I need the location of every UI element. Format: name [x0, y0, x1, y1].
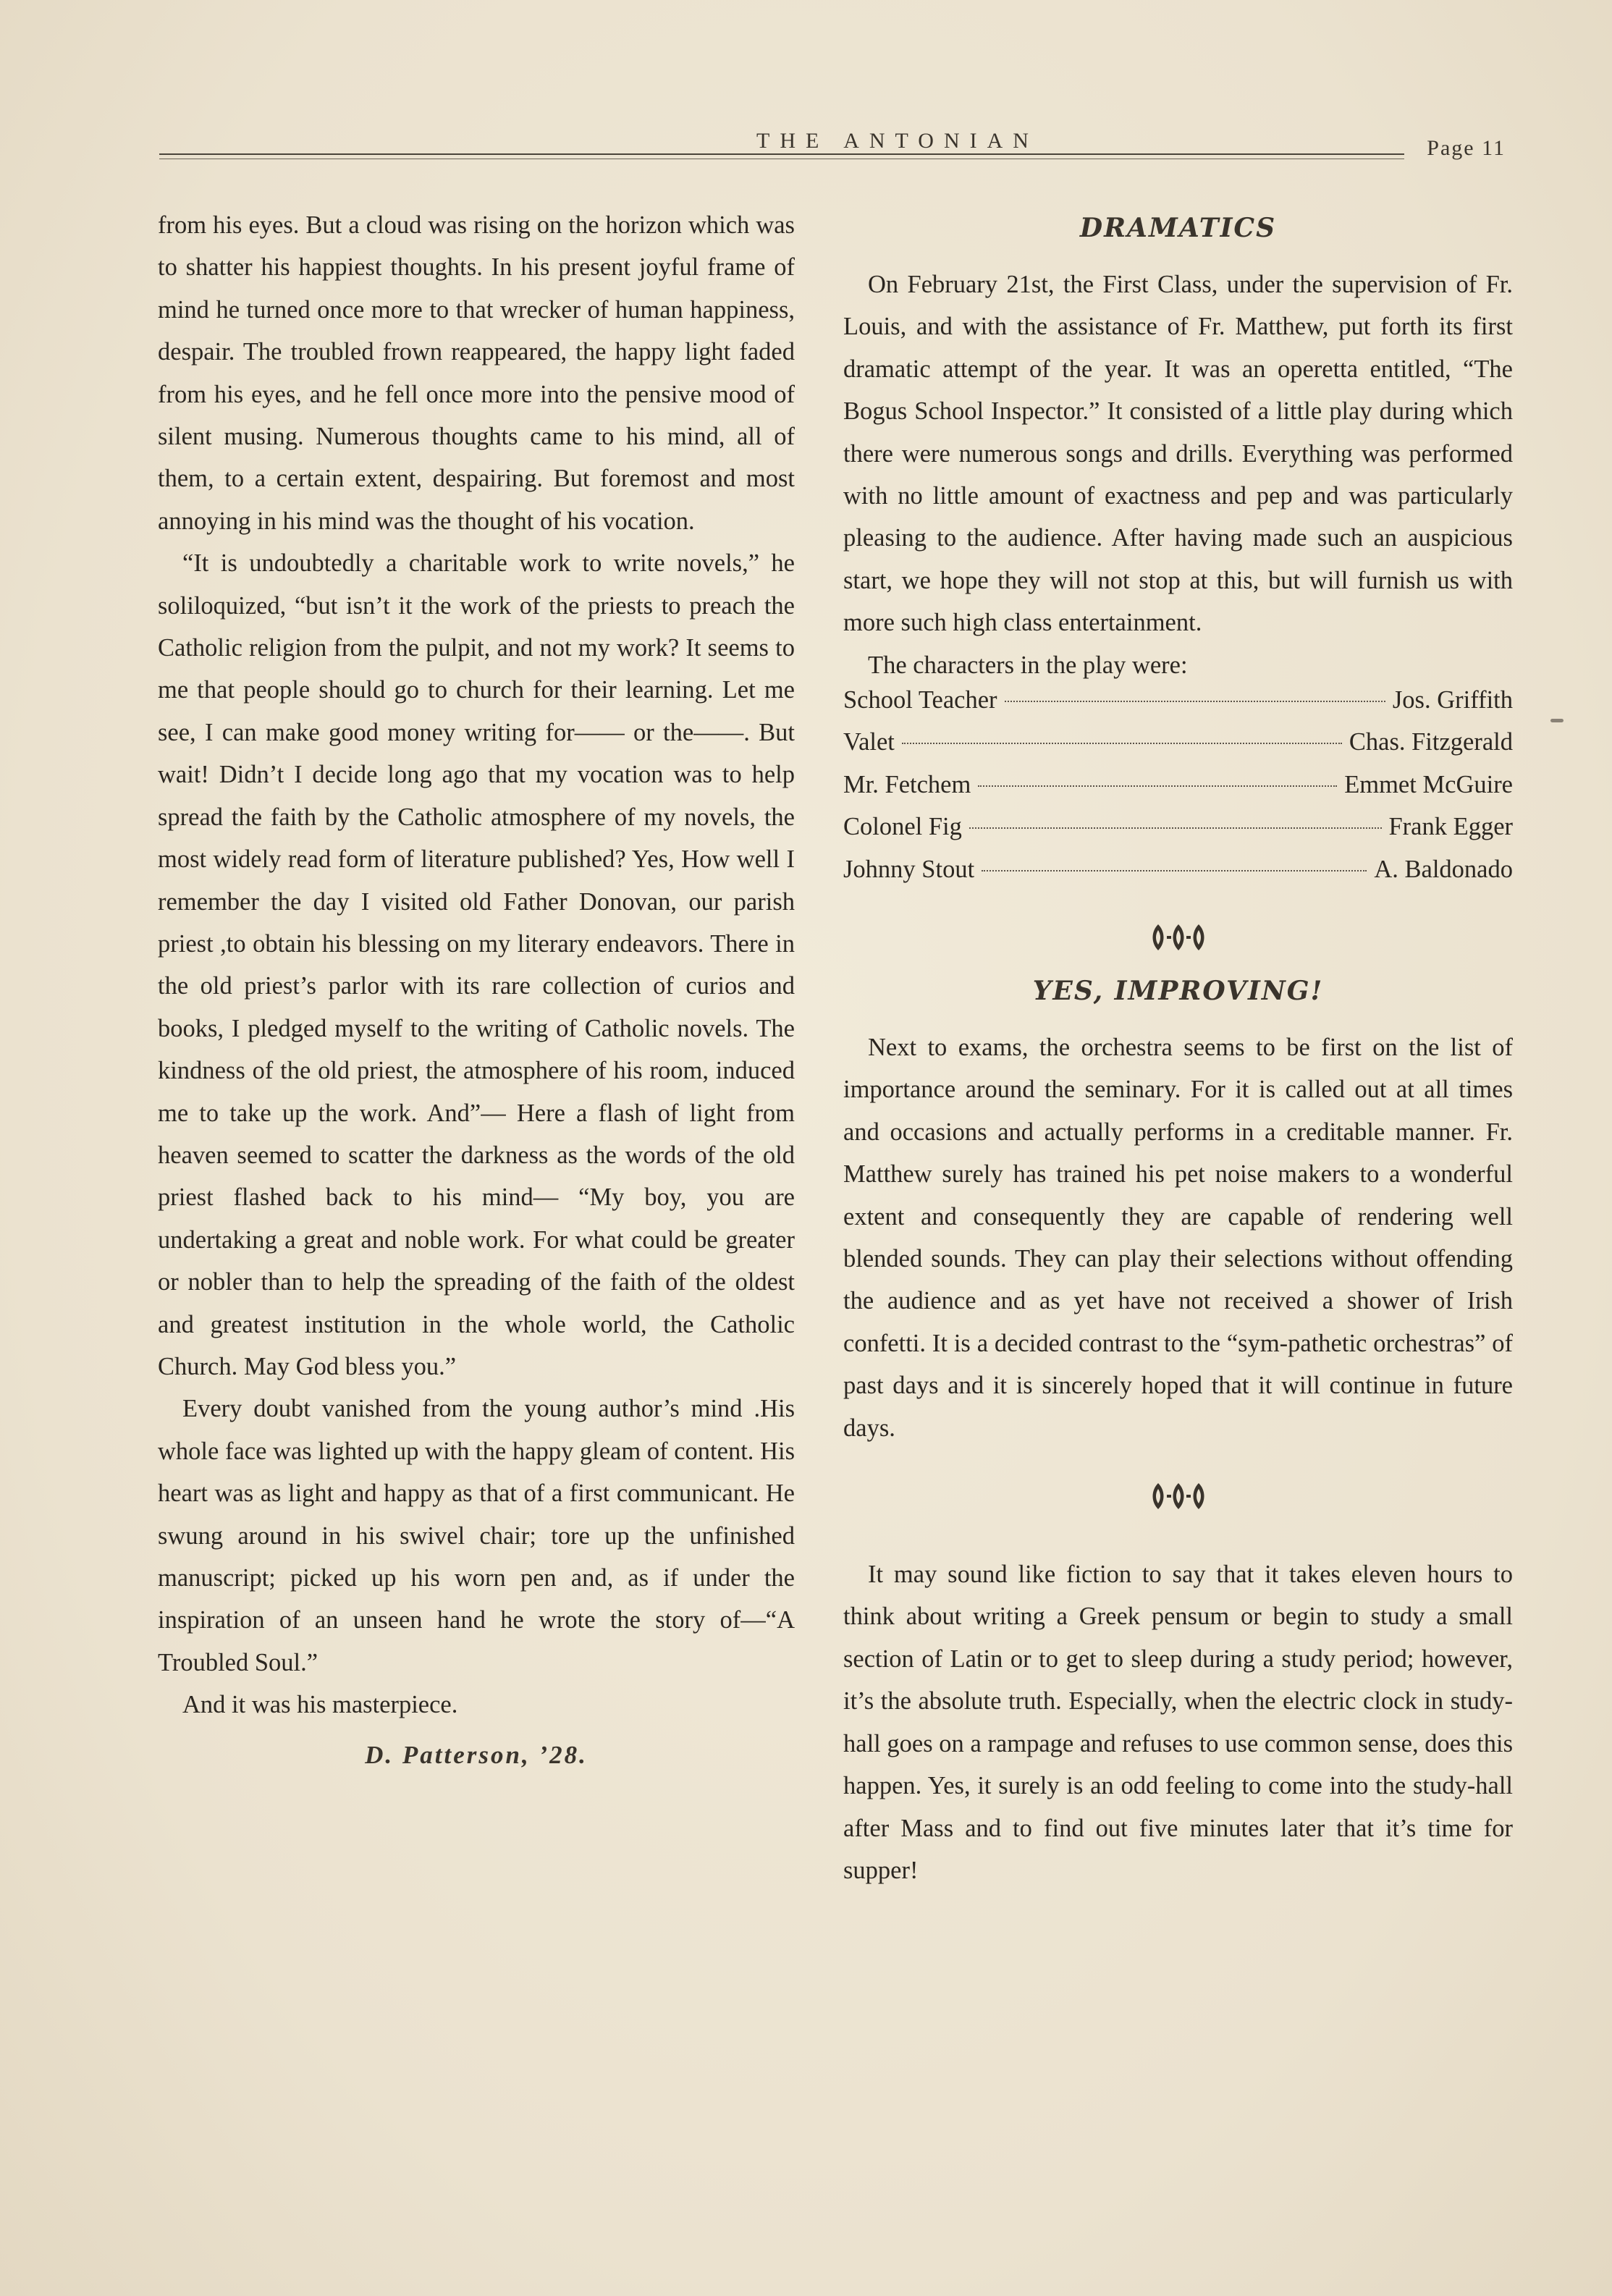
story-paragraph: from his eyes. But a cloud was rising on the horizon which was to shatter his happiest thoughts. In his present joyful frame of mind he turned once more to that wrecker of human happiness, despair. The troubled frown reappeared, the happy light faded from his eyes, and he fell once more into the pensive mood of silent musing. Numerous thoughts came to his mind, all of them, to a certain extent, despairing. But foremost and most annoying in his mind was the thought of his vocation.: [158, 211, 795, 535]
cast-intro: The characters in the play were:: [868, 651, 1188, 679]
improving-paragraph: Next to exams, the orchestra seems to be first on the list of importance around the seminary. For it is called out at all times and occasions and actually performs in a creditable manner. Fr. Matthew surely has trained his pet noise makers to a wonderful extent and consequently they are capable of rendering well blended sounds. They can play their selections without offending the audience and as yet have not received a shower of Irish confetti. It is a decided contrast to the “sym-pathetic orchestras” of past days and it is sincerely hoped that it will continue in future days.: [843, 1034, 1513, 1442]
cast-role: Valet: [843, 728, 895, 756]
dramatics-paragraph: On February 21st, the First Class, under the supervision of Fr. Louis, and with the assistance of Fr. Matthew, put forth its first dramatic attempt of the year. It was an operetta entitled, “The Bogus School Inspector.” It consisted of a little play during which there were numerous songs and drills. Everything was performed with no little amount of exactness and pep and was particularly pleasing to the audience. After having made such an auspicious start, we hope they will not stop at this, but will furnish us with more such high class entertainment.: [843, 271, 1513, 637]
cast-actor: A. Baldonado: [1374, 855, 1513, 883]
dramatics-heading: DRAMATICS: [1079, 213, 1277, 243]
cast-row: [843, 686, 1513, 728]
ornament-icon: [843, 1471, 1513, 1521]
right-column: [843, 204, 1513, 1891]
publication-title: THE ANTONIAN: [756, 129, 1039, 153]
leader-dots: [982, 870, 1367, 871]
ornament-icon: [843, 912, 1513, 963]
cast-actor: Chas. Fitzgerald: [1349, 728, 1513, 756]
cast-role: Johnny Stout: [843, 855, 975, 883]
cast-row: [843, 813, 1513, 855]
closing-paragraph: It may sound like fiction to say that it takes eleven hours to think about writing a Greek pensum or begin to study a small section of Latin or to get to sleep during a study period; however, it’s the absolute truth. Especially, when the electric clock in study-hall goes on a rampage and refuses to use common sense, does this happen. Yes, it surely is an odd feeling to come into the study-hall after Mass and to find out five minutes later that it’s time for supper!: [843, 1561, 1513, 1884]
cast-list: [843, 686, 1513, 898]
leader-dots: [969, 827, 1382, 829]
left-column: [158, 204, 795, 1770]
cast-role: Colonel Fig: [843, 813, 962, 841]
cast-role: Mr. Fetchem: [843, 770, 971, 798]
header-rule: [159, 153, 1404, 155]
page-number: Page 11: [1427, 136, 1506, 160]
story-paragraph: Every doubt vanished from the young author’s mind .His whole face was lighted up with the happy gleam of content. His heart was as light and happy as that of a first communicant. He swung around in his swivel chair; tore up the unfinished manuscript; picked up his worn pen and, as if under the inspiration of an unseen hand he wrote the story of—“A Troubled Soul.”: [158, 1395, 795, 1676]
cast-row: [843, 728, 1513, 770]
cast-role: School Teacher: [843, 686, 997, 714]
story-paragraph: “It is undoubtedly a charitable work to write novels,” he soliloquized, “but isn’t it the work of the priests to preach the Catholic religion from the pulpit, and not my work? It seems to me that people should go to church for their learning. Let me see, I can make good money writing for—— or the——. But wait! Didn’t I decide long ago that my vocation was to help spread the faith by the Catholic atmosphere of my novels, the most widely read form of literature published? Yes, How well I remember the day I visited old Father Donovan, our parish priest ,to obtain his blessing on my literary endeavors. There in the old priest’s parlor with its rare collection of curios and books, I pledged myself to the writing of Catholic novels. The kindness of the old priest, the atmosphere of his room, induced me to take up the work. And”— Here a flash of light from heaven seemed to scatter the darkness as the words of the old priest flashed back to his mind— “My boy, you are undertaking a great and noble work. For what could be greater or nobler than to help the spreading of the faith of the oldest and greatest institution in the whole world, the Catholic Church. May God bless you.”: [158, 549, 795, 1380]
leader-dots: [1005, 701, 1385, 702]
leader-dots: [902, 743, 1342, 744]
cast-actor: Jos. Griffith: [1392, 686, 1513, 714]
page-header: [159, 129, 1513, 172]
author-signature: D. Patterson, ’28.: [365, 1740, 588, 1769]
leader-dots: [978, 785, 1337, 787]
cast-actor: Emmet McGuire: [1344, 770, 1513, 798]
cast-row: [843, 771, 1513, 813]
cast-actor: Frank Egger: [1388, 813, 1513, 841]
improving-heading: YES, IMPROVING!: [1032, 976, 1324, 1007]
story-paragraph: And it was his masterpiece.: [182, 1691, 458, 1719]
cast-row: [843, 856, 1513, 898]
ink-mark: [1550, 719, 1564, 722]
